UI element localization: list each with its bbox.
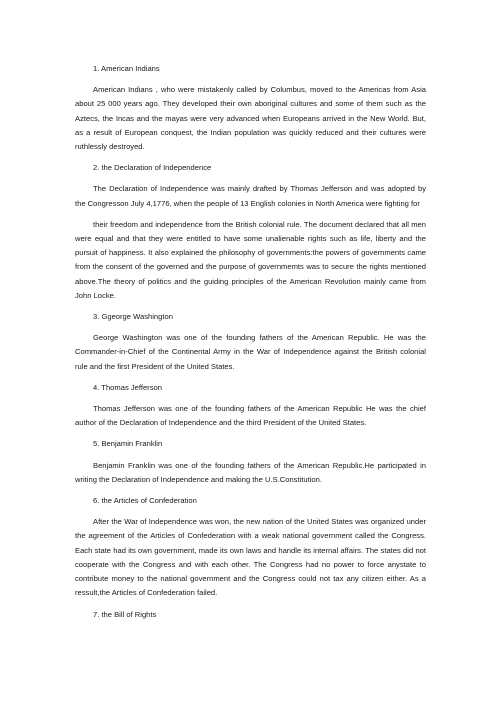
section-articles-of-confederation: [75, 494, 426, 600]
section-heading: 2. the Declaration of Independence: [93, 163, 212, 173]
section-paragraph: After the War of Independence was won, the new nation of the United States was organized under the agreement of the Articles of Confederation with a weak national government called the Congress. Each state had its own government, made its own laws and handle its internal affairs. The states did not cooperate with the Congress and with each other. The Congress had no power to force anystate to contribute money to the national government and the Congress could not tax any citizen either. As a ressult,the Articles of Confederation failed.: [75, 517, 426, 598]
section-paragraph: Benjamin Franklin was one of the founding fathers of the American Republic.He participated in writing the Declaration of Independence and making the U.S.Constitution.: [75, 460, 426, 484]
section-heading: 1. American Indians: [93, 64, 160, 73]
section-paragraph: George Washington was one of the founding fathers of the American Republic. He was the Commander-in-Chief of the Continental Army in the War of Independence against the British colonial rule and the first President of the United States.: [75, 333, 426, 371]
section-declaration-of-independence: [75, 161, 426, 303]
section-heading: 7. the Bill of Rights: [93, 609, 157, 619]
section-paragraph: their freedom and independence from the British colonial rule. The document declared that all men were equal and that they were entitled to have some unalienable rights such as life, liberty and the pursuit of happiness. It also explained the philosophy of governments:the powers of governments came from the consent of the governed and the purpose of governmemts was to secure the rights mentioned above.The theory of politics and the guiding principles of the American Revolution mainly came from John Locke.: [75, 219, 426, 300]
section-bill-of-rights: [75, 608, 426, 622]
section-heading: 5. Benjamin Franklin: [93, 439, 163, 449]
section-benjamin-franklin: [75, 437, 426, 487]
section-heading: 6. the Articles of Confederation: [93, 496, 197, 506]
section-heading: 4. Thomas Jefferson: [93, 382, 162, 392]
section-thomas-jefferson: [75, 381, 426, 431]
section-paragraph: The Declaration of Independence was mainly drafted by Thomas Jefferson and was adopted by the Congresson July 4,1776, when the people of 13 English colonies in North America were fighting for: [75, 184, 426, 208]
section-george-washington: [75, 310, 426, 374]
section-paragraph: American Indians , who were mistakenly called by Columbus, moved to the Americas from Asia about 25 000 years ago. They developed their own aboriginal cultures and some of them such as the Aztecs, the Incas and the mayas were very advanced when Europeans arrived in the New World. But, as a result of European conquest, the Indian population was quickly reduced and their cultures were ruthlessly destroyed.: [75, 85, 426, 152]
section-american-indians: [75, 62, 426, 154]
section-paragraph: Thomas Jefferson was one of the founding fathers of the American Republic He was the chief author of the Declaration of Independence and the third President of the United States.: [75, 404, 426, 428]
section-heading: 3. Ggeorge Washington: [93, 312, 173, 322]
